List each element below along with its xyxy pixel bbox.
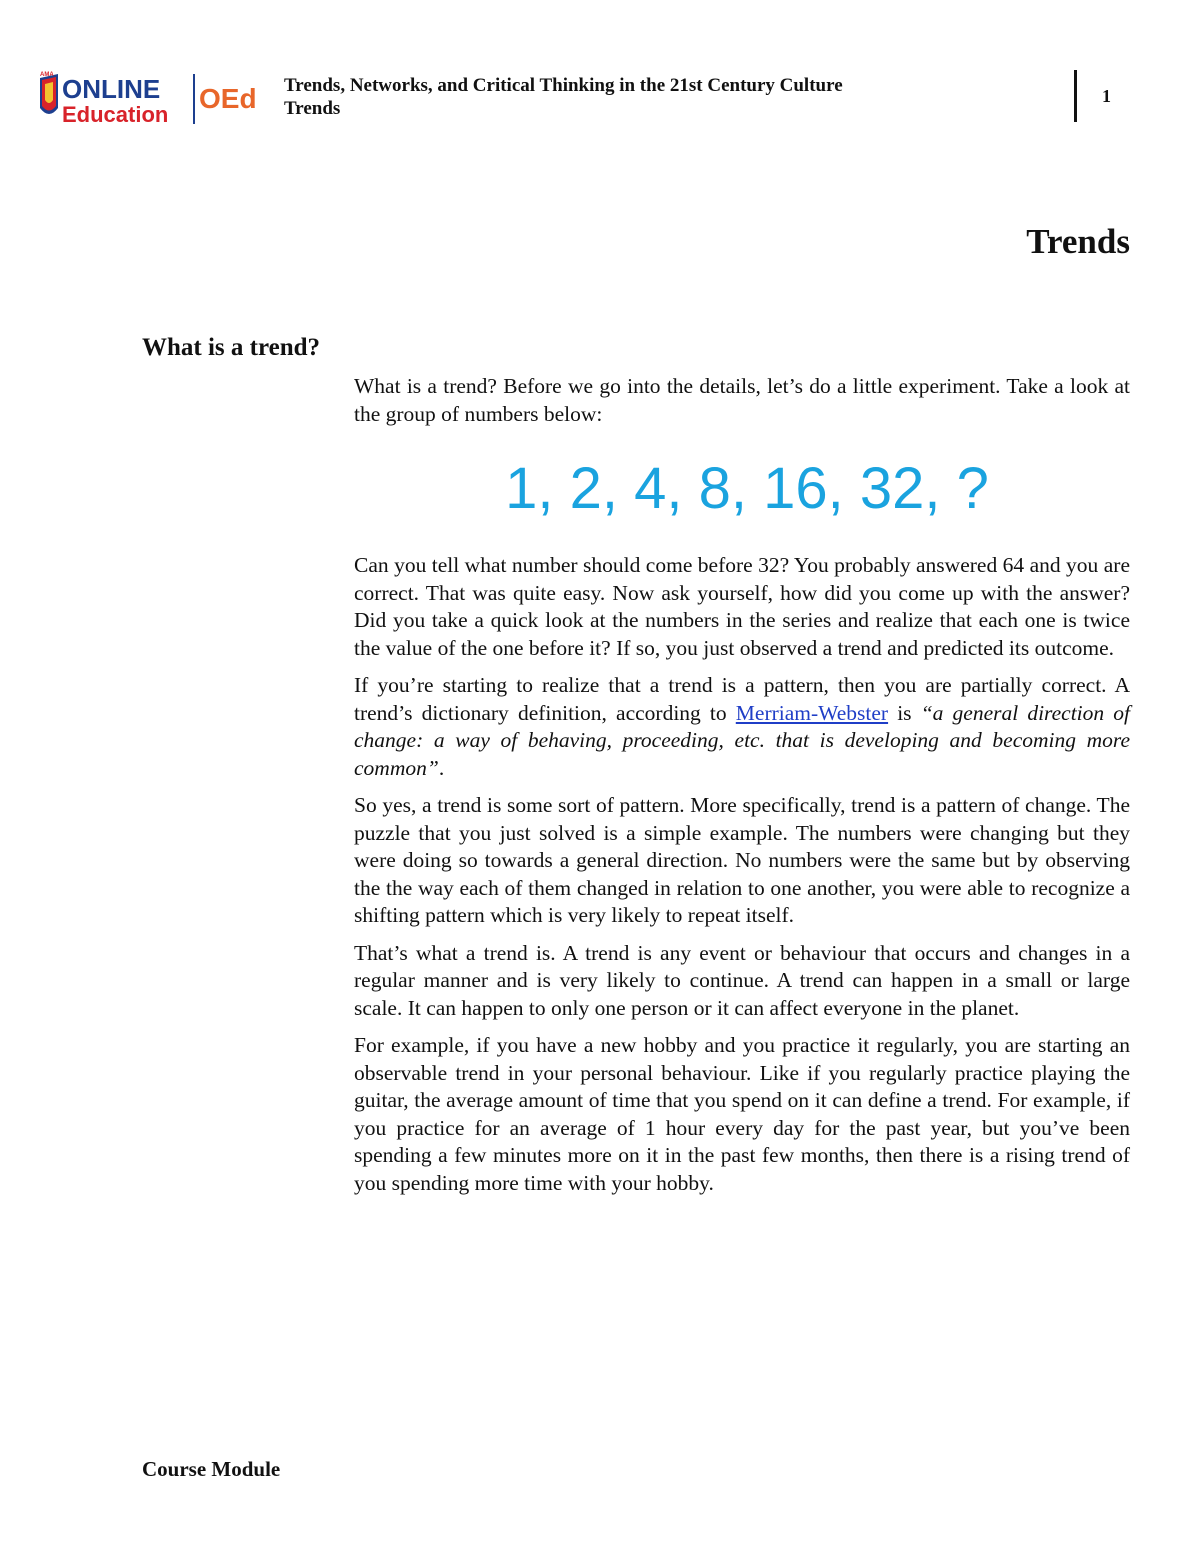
footer-label: Course Module: [142, 1457, 281, 1481]
paragraph-4: That’s what a trend is. A trend is any event or behaviour that occurs and changes in a regular manner and is very likely to continue. A trend can happen in a small or large scale. It can happen to only one person or it can affect everyone in the planet.: [354, 940, 1130, 1020]
body-column: [354, 373, 1130, 1207]
merriam-webster-link[interactable]: Merriam-Webster: [735, 700, 889, 725]
logo-badge-text: AMA: [40, 72, 54, 78]
logo-bottom-text: Education: [62, 102, 169, 126]
paragraph-2: [354, 672, 1130, 782]
online-education-logo: [36, 70, 272, 126]
header-topic: Trends: [284, 98, 341, 119]
paragraph-2-mid: is: [888, 700, 921, 725]
page-title: Trends: [1026, 222, 1130, 261]
shield-icon: [40, 74, 58, 114]
paragraph-2-text: If you’re starting to realize that a trend is a pattern, then you are partially correct. A trend’s dictionary definition, according to: [354, 673, 1130, 725]
intro-paragraph: What is a trend? Before we go into the details, let’s do a little experiment. Take a look at the group of numbers below:: [354, 374, 1130, 426]
section-heading: What is a trend?: [142, 334, 321, 361]
number-sequence: 1, 2, 4, 8, 16, 32, ?: [505, 456, 989, 521]
header-divider: [1074, 70, 1077, 122]
paragraph-5: For example, if you have a new hobby and you practice it regularly, you are starting an observable trend in your personal behaviour. Like if you regularly practice playing the guitar, the average amount of time that you spend on it can define a trend. For example, if you practice for an average of 1 hour every day for the past year, but you’ve been spending a few minutes more on it in the past few months, then there is a rising trend of you spending more time with your hobby.: [354, 1033, 1130, 1195]
logo-top-text: ONLINE: [62, 74, 161, 104]
page-number: 1: [1102, 86, 1111, 106]
logo-brand: OEd: [199, 83, 257, 114]
paragraph-1: Can you tell what number should come before 32? You probably answered 64 and you are correct. That was quite easy. Now ask yourself, how did you come up with the answer? Did you take a quick look at the numbers in the series and realize that each one is twice the value of the one before it? If so, you just observed a trend and predicted its outcome.: [354, 553, 1130, 660]
definition-quote: “a general direction of change: a way of behaving, proceeding, etc. that is developing and becoming more common”: [354, 700, 1131, 780]
course-title: Trends, Networks, and Critical Thinking in the 21st Century Culture: [284, 75, 843, 96]
paragraph-3: So yes, a trend is some sort of pattern. More specifically, trend is a pattern of change. The puzzle that you just solved is a simple example. The numbers were changing but they were doing so towards a general direction. No numbers were the same but by observing the the way each of them changed in relation to one another, you were able to recognize a shifting pattern which is very likely to repeat itself.: [354, 793, 1130, 927]
running-header: [284, 74, 843, 120]
paragraph-2-end: .: [438, 755, 445, 780]
